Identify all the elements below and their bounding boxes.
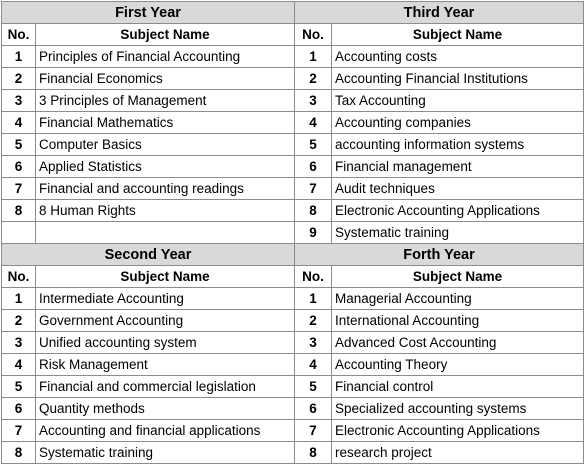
first-year-subject: 3 Principles of Management [36,90,295,112]
second-year-subject: Risk Management [36,354,295,376]
second-year-no: 1 [2,288,36,310]
first-year-empty-cell [2,222,36,244]
third-year-subject: Systematic training [332,222,584,244]
third-year-no: 5 [295,134,332,156]
table-row [2,156,584,178]
curriculum-table [1,1,584,464]
third-year-no: 7 [295,178,332,200]
forth-year-no: 6 [295,398,332,420]
first-year-subject: Computer Basics [36,134,295,156]
table-row [2,376,584,398]
third-year-no: 2 [295,68,332,90]
second-year-no: 6 [2,398,36,420]
second-year-subject: Unified accounting system [36,332,295,354]
first-year-no-header: No. [2,24,36,46]
year-title-row [2,244,584,266]
second-year-no: 5 [2,376,36,398]
forth-year-no: 5 [295,376,332,398]
first-year-subject: Principles of Financial Accounting [36,46,295,68]
third-year-subject: Electronic Accounting Applications [332,200,584,222]
first-year-no: 6 [2,156,36,178]
second-year-no: 4 [2,354,36,376]
forth-year-subject: Accounting Theory [332,354,584,376]
third-year-no: 6 [295,156,332,178]
table-row [2,222,584,244]
second-year-subject-header: Subject Name [36,266,295,288]
third-year-subject-header: Subject Name [332,24,584,46]
table-row [2,200,584,222]
first-year-subject: Financial Mathematics [36,112,295,134]
table-row [2,420,584,442]
forth-year-subject: Electronic Accounting Applications [332,420,584,442]
third-year-subject: Audit techniques [332,178,584,200]
first-year-subject: Applied Statistics [36,156,295,178]
third-year-subject: accounting information systems [332,134,584,156]
forth-year-subject: Specialized accounting systems [332,398,584,420]
second-year-subject: Government Accounting [36,310,295,332]
table-row [2,90,584,112]
first-year-subject-header: Subject Name [36,24,295,46]
first-year-empty-cell [36,222,295,244]
forth-year-no: 4 [295,354,332,376]
first-year-title: First Year [2,2,295,24]
third-year-subject: Accounting costs [332,46,584,68]
second-year-no-header: No. [2,266,36,288]
first-year-no: 7 [2,178,36,200]
second-year-no: 8 [2,442,36,464]
first-year-no: 5 [2,134,36,156]
table-row [2,398,584,420]
first-year-no: 3 [2,90,36,112]
table-row [2,442,584,464]
second-year-no: 3 [2,332,36,354]
second-year-subject: Accounting and financial applications [36,420,295,442]
third-year-no: 3 [295,90,332,112]
forth-year-subject-header: Subject Name [332,266,584,288]
first-year-subject: Financial and accounting readings [36,178,295,200]
table-row [2,46,584,68]
forth-year-subject: Managerial Accounting [332,288,584,310]
third-year-no: 8 [295,200,332,222]
forth-year-no: 8 [295,442,332,464]
second-year-subject: Systematic training [36,442,295,464]
table-row [2,354,584,376]
forth-year-no: 1 [295,288,332,310]
table-row [2,68,584,90]
second-year-no: 2 [2,310,36,332]
forth-year-no-header: No. [295,266,332,288]
second-year-subject: Financial and commercial legislation [36,376,295,398]
table-row [2,134,584,156]
third-year-subject: Accounting companies [332,112,584,134]
forth-year-subject: Financial control [332,376,584,398]
forth-year-subject: research project [332,442,584,464]
third-year-subject: Tax Accounting [332,90,584,112]
third-year-subject: Accounting Financial Institutions [332,68,584,90]
forth-year-no: 2 [295,310,332,332]
third-year-no: 4 [295,112,332,134]
forth-year-subject: Advanced Cost Accounting [332,332,584,354]
third-year-no: 9 [295,222,332,244]
forth-year-subject: International Accounting [332,310,584,332]
forth-year-no: 7 [295,420,332,442]
table-row [2,288,584,310]
third-year-title: Third Year [295,2,584,24]
forth-year-title: Forth Year [295,244,584,266]
first-year-no: 2 [2,68,36,90]
third-year-subject: Financial management [332,156,584,178]
forth-year-no: 3 [295,332,332,354]
second-year-subject: Quantity methods [36,398,295,420]
table-row [2,112,584,134]
second-year-title: Second Year [2,244,295,266]
third-year-no: 1 [295,46,332,68]
first-year-subject: 8 Human Rights [36,200,295,222]
table-row [2,332,584,354]
column-header-row [2,24,584,46]
column-header-row [2,266,584,288]
table-row [2,310,584,332]
first-year-no: 1 [2,46,36,68]
second-year-no: 7 [2,420,36,442]
first-year-no: 8 [2,200,36,222]
year-title-row [2,2,584,24]
second-year-subject: Intermediate Accounting [36,288,295,310]
table-row [2,178,584,200]
third-year-no-header: No. [295,24,332,46]
first-year-subject: Financial Economics [36,68,295,90]
first-year-no: 4 [2,112,36,134]
